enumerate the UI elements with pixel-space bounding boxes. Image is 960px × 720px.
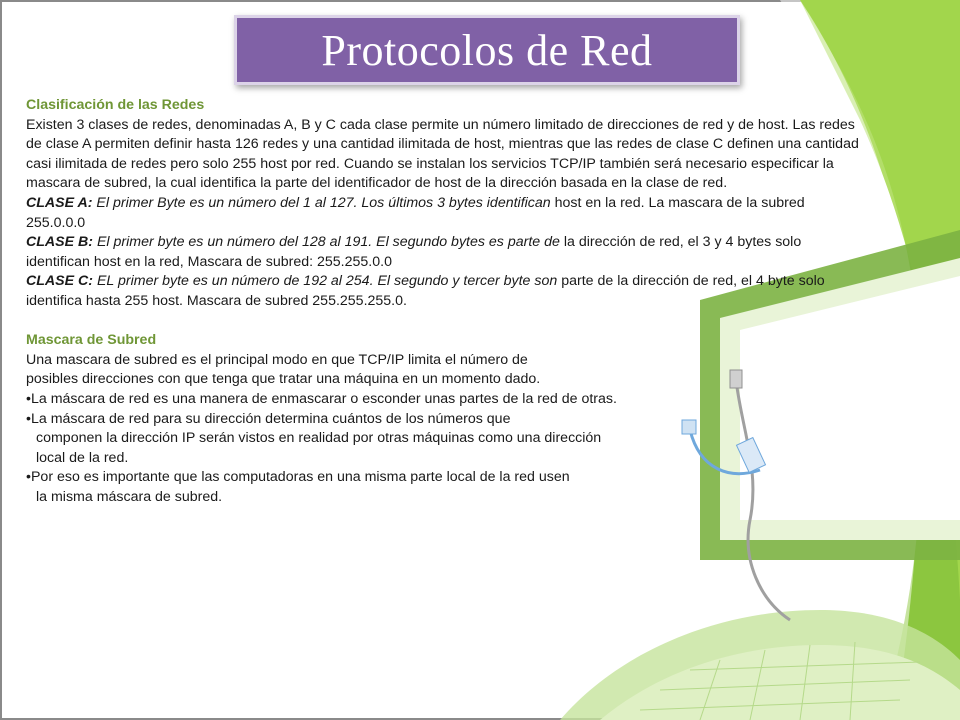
- clase-b-label: CLASE B:: [26, 234, 93, 251]
- section-heading-clasificacion: Clasificación de las Redes: [26, 97, 205, 113]
- mascara-line-2: posibles direcciones con que tenga que tratar una máquina en un momento dado.: [26, 371, 541, 388]
- clase-c-paragraph: [26, 272, 866, 311]
- clase-c-label: CLASE C:: [26, 273, 93, 290]
- bullet-1: •La máscara de red es una manera de enmascarar o esconder unas partes de la red de otras.: [26, 390, 617, 407]
- clase-b-text: la dirección de red, el 3 y 4 bytes solo identifican host en la red, Mascara de subred: 255.255.0.0: [26, 234, 802, 270]
- title-box: [234, 15, 740, 85]
- section-spacer: [26, 312, 866, 332]
- clase-a-label: CLASE A:: [26, 194, 93, 211]
- bullet-2-line-2: componen la dirección IP serán vistos en realidad por otras máquinas como una dirección: [36, 430, 602, 447]
- mascara-line-1: Una mascara de subred es el principal modo en que TCP/IP limita el número de: [26, 351, 528, 368]
- clase-c-text: parte de la dirección de red, el 4 byte solo identifica hasta 255 host. Mascara de subred 255.255.255.0.: [26, 273, 825, 309]
- clase-a-paragraph: [26, 194, 866, 233]
- section-heading-mascara: Mascara de Subred: [26, 332, 157, 349]
- bullet-2-line-3: local de la red.: [36, 449, 129, 466]
- bullet-3-line-1: •Por eso es importante que las computadoras en una misma parte local de la red usen: [26, 469, 570, 486]
- bullet-3-line-2: la misma máscara de subred.: [36, 488, 223, 505]
- slide-title: Protocolos de Red: [321, 25, 653, 75]
- clase-b-paragraph: [26, 233, 866, 272]
- bullet-2-line-1: •La máscara de red para su dirección determina cuántos de los números que: [26, 410, 511, 427]
- clase-c-italic-text: EL primer byte es un número de 192 al 254. El segundo y tercer byte son: [93, 273, 558, 290]
- clase-b-italic-text: El primer byte es un número del 128 al 191. El segundo bytes es parte de: [93, 234, 560, 251]
- clase-a-text: host en la red. La mascara de la subred 255.0.0.0: [26, 194, 805, 231]
- content-body: [26, 96, 866, 507]
- clase-a-italic-text: El primer Byte es un número del 1 al 127. Los últimos 3 bytes identifican: [92, 194, 551, 211]
- clasificacion-paragraph: Existen 3 clases de redes, denominadas A, B y C cada clase permite un número limitado de direcciones de red y de host. Las redes de clase A permiten definir hasta 126 redes y una cantidad ilimitada de host, mientras que las redes de clase C definen una cantidad casi ilimitada de redes pero solo 255 host por red. Cuando se instalan los servicios TCP/IP también será necesario especificar la mascara de subred, la cual identifica la parte del identificador de host de la dirección basada en la clase de red.: [26, 116, 859, 192]
